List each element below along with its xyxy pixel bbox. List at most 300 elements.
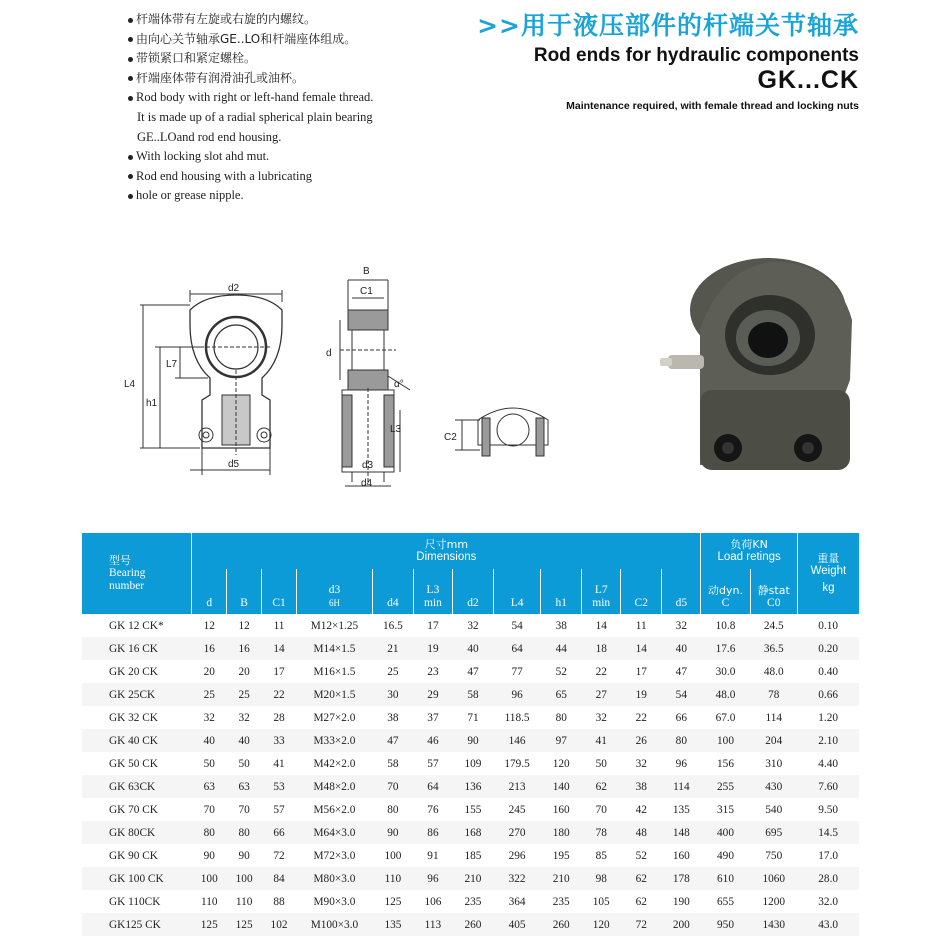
table-row	[82, 913, 859, 936]
table-cell: 160	[672, 849, 690, 862]
table-cell: 750	[765, 849, 783, 862]
table-cell: 50	[238, 757, 250, 770]
table-cell: 28.0	[797, 867, 859, 890]
table-row	[82, 752, 859, 775]
table-cell: 29	[413, 683, 452, 706]
feature-item	[128, 69, 428, 89]
table-cell: 17.0	[818, 849, 839, 862]
table-cell: 30	[372, 683, 413, 706]
col-d3-label: d3	[328, 584, 341, 596]
table-cell: 0.40	[818, 665, 839, 678]
table-cell: 70	[595, 803, 607, 816]
table-cell: 14	[621, 637, 662, 660]
col-stat-cn: 静stat	[757, 584, 790, 597]
table-cell: 22	[262, 683, 297, 706]
rod-end-product-photo	[660, 258, 852, 470]
table-row	[82, 821, 859, 844]
bearing-number-cell: GK 100 CK	[82, 867, 192, 890]
feature-item	[128, 128, 428, 148]
table-cell: 100	[227, 867, 262, 890]
table-cell: 17	[273, 665, 285, 678]
table-cell: 155	[464, 803, 482, 816]
table-cell: 260	[541, 913, 582, 936]
table-cell: 12	[203, 619, 215, 632]
table-cell: 32	[675, 619, 687, 632]
table-cell: 655	[717, 895, 734, 908]
table-cell: 405	[493, 913, 540, 936]
col-B: B	[227, 569, 262, 614]
feature-text: 带锁紧口和紧定螺栓。	[136, 51, 257, 66]
title-english: Rod ends for hydraulic components	[533, 45, 859, 66]
col-d4: d4	[372, 569, 413, 614]
feature-text: 杆端体带有左旋或右旋的内螺纹。	[136, 12, 317, 26]
table-cell: 210	[541, 867, 582, 890]
table-cell: 235	[464, 895, 482, 908]
table-cell: 70	[203, 803, 215, 816]
table-cell: 14	[595, 619, 607, 632]
feature-text: 杆端座体带有润滑油孔或油杯。	[136, 70, 305, 85]
table-cell: 125	[227, 913, 262, 936]
table-cell: 90	[452, 729, 493, 752]
table-cell: 109	[464, 757, 482, 770]
table-cell: 78	[582, 821, 621, 844]
table-cell: 63	[227, 775, 262, 798]
label-B: B	[363, 266, 370, 277]
table-cell: 950	[701, 913, 750, 936]
table-cell: 80	[555, 711, 567, 724]
table-cell: 47	[467, 665, 479, 678]
bullet-dot-icon	[128, 96, 133, 101]
col-C1: C1	[262, 569, 297, 614]
table-cell: 77	[511, 665, 523, 678]
table-cell: 0.10	[818, 619, 839, 632]
feature-item	[128, 186, 428, 206]
table-cell: 110	[235, 895, 253, 908]
table-cell: 50	[203, 757, 215, 770]
table-cell: 98	[582, 867, 621, 890]
table-cell: 14	[262, 637, 297, 660]
table-cell: 38	[621, 775, 662, 798]
bullet-dot-icon	[128, 194, 133, 199]
header-model-cn: 型号	[109, 554, 131, 567]
table-cell: 96	[413, 867, 452, 890]
col-d5: d5	[662, 569, 701, 614]
table-cell: 17.6	[701, 637, 750, 660]
table-cell: 27	[582, 683, 621, 706]
table-cell: M64×3.0	[296, 821, 372, 844]
table-cell: 270	[493, 821, 540, 844]
bearing-number-cell: GK 20 CK	[109, 665, 158, 678]
table-cell: 114	[765, 711, 783, 724]
col-stat: C0	[767, 597, 781, 609]
table-cell: M33×2.0	[296, 729, 372, 752]
table-cell: 21	[372, 637, 413, 660]
table-cell: 96	[493, 683, 540, 706]
table-body	[82, 614, 859, 936]
table-cell: 11	[635, 619, 647, 632]
table-cell: 10.8	[715, 619, 736, 632]
table-cell: 105	[592, 895, 610, 908]
table-cell: 400	[701, 821, 750, 844]
bearing-number-cell: GK125 CK	[82, 913, 192, 936]
table-subheader-row	[82, 569, 859, 614]
col-d: d	[192, 569, 227, 614]
table-cell: 57	[427, 757, 439, 770]
header-load-cn: 负荷KN	[730, 538, 768, 551]
table-cell: 430	[750, 775, 797, 798]
table-cell: 245	[508, 803, 526, 816]
col-d3-sub: 6H	[328, 598, 340, 608]
table-cell: 7.60	[797, 775, 859, 798]
header-dims-cn: 尺寸mm	[424, 538, 469, 551]
table-cell: M90×3.0	[313, 895, 356, 908]
col-h1: h1	[541, 569, 582, 614]
table-cell: M80×3.0	[296, 867, 372, 890]
col-static-load	[750, 569, 797, 614]
table-cell: 38	[387, 711, 399, 724]
col-L3-label: L3	[426, 584, 440, 596]
bearing-number-cell: GK 90 CK	[109, 849, 158, 862]
table-cell: 91	[427, 849, 439, 862]
table-cell: 46	[413, 729, 452, 752]
table-cell: M48×2.0	[296, 775, 372, 798]
table-row	[82, 683, 859, 706]
table-cell: 16.5	[383, 619, 403, 632]
table-cell: 97	[541, 729, 582, 752]
table-row	[82, 729, 859, 752]
header-dimensions	[192, 533, 701, 569]
table-cell: 22	[595, 665, 607, 678]
table-cell: 610	[701, 867, 750, 890]
feature-item	[128, 49, 428, 69]
table-cell: 30.0	[715, 665, 736, 678]
table-cell: 48.0	[763, 665, 784, 678]
table-cell: 120	[582, 913, 621, 936]
table-cell: 53	[262, 775, 297, 798]
table-cell: 17	[635, 665, 647, 678]
table-cell: 88	[273, 895, 285, 908]
feature-item	[128, 88, 428, 108]
table-cell: 84	[262, 867, 297, 890]
table-cell: 14.5	[797, 821, 859, 844]
header-weight	[797, 533, 859, 614]
table-cell: 114	[662, 775, 701, 798]
table-cell: 72	[273, 849, 285, 862]
table-cell: 2.10	[797, 729, 859, 752]
table-cell: 296	[508, 849, 526, 862]
table-cell: 42	[635, 803, 647, 816]
table-cell: M16×1.5	[313, 665, 356, 678]
table-cell: 110	[200, 895, 218, 908]
feature-item	[128, 108, 428, 128]
table-cell: 213	[493, 775, 540, 798]
table-cell: 40	[452, 637, 493, 660]
table-cell: 16	[192, 637, 227, 660]
table-row	[82, 775, 859, 798]
table-cell: 70	[372, 775, 413, 798]
col-dynamic-load	[701, 569, 750, 614]
col-L7	[582, 569, 621, 614]
bullet-dot-icon	[128, 18, 133, 23]
table-cell: 160	[552, 803, 570, 816]
table-cell: 20	[238, 665, 250, 678]
table-cell: 168	[452, 821, 493, 844]
table-cell: 260	[452, 913, 493, 936]
col-d3	[296, 569, 372, 614]
table-cell: 28	[273, 711, 285, 724]
table-cell: M12×1.25	[310, 619, 359, 632]
table-cell: 32	[595, 711, 607, 724]
table-cell: 136	[452, 775, 493, 798]
header-bearing-number	[82, 533, 192, 614]
header-load	[701, 533, 797, 569]
table-cell: 32	[635, 757, 647, 770]
table-cell: 19	[413, 637, 452, 660]
front-view-drawing	[140, 290, 282, 475]
top-view-drawing	[455, 408, 548, 456]
table-cell: 32	[238, 711, 250, 724]
table-cell: 52	[635, 849, 647, 862]
table-cell: 1200	[762, 895, 786, 908]
feature-list	[128, 10, 428, 206]
table-cell: 41	[273, 757, 285, 770]
feature-text: 由向心关节轴承GE..LO和杆端座体组成。	[136, 31, 357, 46]
table-cell: 364	[508, 895, 526, 908]
table-cell: 11	[273, 619, 285, 632]
table-cell: 80	[192, 821, 227, 844]
table-cell: 12	[238, 619, 250, 632]
table-cell: 22	[635, 711, 647, 724]
table-cell: 20	[203, 665, 215, 678]
label-h1: h1	[146, 398, 158, 409]
table-cell: 156	[717, 757, 734, 770]
col-dyn-cn: 动dyn.	[708, 584, 743, 597]
table-cell: 43.0	[797, 913, 859, 936]
label-L3: L3	[390, 424, 402, 435]
table-cell: 200	[662, 913, 701, 936]
table-cell: 71	[467, 711, 479, 724]
table-cell: 96	[675, 757, 687, 770]
label-d3: d3	[362, 460, 374, 471]
table-header-row	[82, 533, 859, 569]
table-cell: 0.66	[797, 683, 859, 706]
table-cell: 41	[582, 729, 621, 752]
table-cell: 100	[192, 867, 227, 890]
table-cell: 90	[372, 821, 413, 844]
table-cell: 90	[238, 849, 250, 862]
bearing-number-cell: GK 70 CK	[109, 803, 158, 816]
table-cell: 62	[621, 867, 662, 890]
table-cell: 310	[765, 757, 783, 770]
bearing-number-cell: GK 50 CK	[109, 757, 158, 770]
table-cell: 19	[621, 683, 662, 706]
table-cell: 38	[555, 619, 567, 632]
table-cell: M72×3.0	[313, 849, 356, 862]
bearing-number-cell: GK 25CK	[82, 683, 192, 706]
table-cell: 140	[541, 775, 582, 798]
bearing-number-cell: GK 12 CK*	[109, 619, 164, 632]
technical-drawings	[0, 250, 945, 510]
table-cell: 185	[464, 849, 482, 862]
table-cell: 100	[701, 729, 750, 752]
table-cell: 146	[493, 729, 540, 752]
bullet-dot-icon	[128, 76, 133, 81]
table-cell: 54	[511, 619, 523, 632]
table-cell: 125	[192, 913, 227, 936]
table-cell: 25	[227, 683, 262, 706]
table-cell: 44	[541, 637, 582, 660]
header-weight-cn: 重量	[817, 552, 840, 565]
header-load-en: Load retings	[717, 551, 781, 563]
table-row	[82, 890, 859, 913]
feature-text: Rod end housing with a lubricating	[136, 168, 313, 183]
table-cell: 322	[493, 867, 540, 890]
table-cell: 100	[384, 849, 402, 862]
table-cell: 25	[387, 665, 399, 678]
table-cell: 120	[552, 757, 570, 770]
bearing-number-cell: GK 32 CK	[109, 711, 158, 724]
table-cell: 1060	[750, 867, 797, 890]
table-cell: M14×1.5	[296, 637, 372, 660]
table-cell: M42×2.0	[313, 757, 356, 770]
table-cell: 52	[555, 665, 567, 678]
table-cell: 76	[427, 803, 439, 816]
table-cell: 48	[621, 821, 662, 844]
table-cell: 210	[452, 867, 493, 890]
table-cell: 67.0	[715, 711, 736, 724]
table-cell: 24.5	[763, 619, 784, 632]
header-dims-en: Dimensions	[416, 551, 477, 563]
col-L7-sub: min	[592, 597, 611, 609]
table-cell: 62	[582, 775, 621, 798]
table-cell: 695	[750, 821, 797, 844]
table-cell: 36.5	[750, 637, 797, 660]
header-weight-unit: kg	[822, 582, 835, 594]
col-L4: L4	[493, 569, 540, 614]
table-cell: 63	[192, 775, 227, 798]
table-cell: 33	[262, 729, 297, 752]
bullet-dot-icon	[128, 174, 133, 179]
table-cell: 86	[413, 821, 452, 844]
table-row	[82, 637, 859, 660]
table-cell: 66	[675, 711, 687, 724]
table-cell: 102	[262, 913, 297, 936]
table-cell: 135	[672, 803, 690, 816]
table-cell: 65	[541, 683, 582, 706]
table-cell: 178	[662, 867, 701, 890]
table-cell: 118.5	[504, 711, 530, 724]
table-cell: 32	[203, 711, 215, 724]
table-cell: 1430	[750, 913, 797, 936]
feature-text: With locking slot ahd mut.	[136, 149, 270, 164]
feature-text: Rod body with right or left-hand female thread.	[136, 90, 374, 105]
table-cell: 125	[384, 895, 402, 908]
table-cell: 54	[662, 683, 701, 706]
table-cell: 85	[595, 849, 607, 862]
table-cell: 255	[701, 775, 750, 798]
label-d2: d2	[228, 283, 240, 294]
col-d2: d2	[452, 569, 493, 614]
table-cell: 90	[203, 849, 215, 862]
table-cell: 72	[621, 913, 662, 936]
table-cell: 37	[427, 711, 439, 724]
header-model-en: Bearing number	[109, 567, 146, 592]
label-d4: d4	[361, 478, 373, 489]
table-cell: 80	[387, 803, 399, 816]
subtitle: Maintenance required, with female thread and locking nuts	[566, 100, 859, 112]
feature-item	[128, 10, 428, 30]
table-cell: 58	[452, 683, 493, 706]
table-cell: M20×1.5	[296, 683, 372, 706]
table-cell: 179.5	[504, 757, 530, 770]
table-cell: 70	[238, 803, 250, 816]
table-cell: 490	[717, 849, 734, 862]
table-cell: 315	[717, 803, 734, 816]
label-L4: L4	[124, 379, 136, 390]
table-cell: 78	[750, 683, 797, 706]
table-cell: 195	[552, 849, 570, 862]
table-cell: M56×2.0	[313, 803, 356, 816]
table-row	[82, 798, 859, 821]
feature-text: GE..LOand rod end housing.	[137, 129, 282, 144]
table-row	[82, 660, 859, 683]
table-cell: 9.50	[818, 803, 839, 816]
table-cell: 16	[227, 637, 262, 660]
table-cell: 80	[227, 821, 262, 844]
table-cell: 4.40	[818, 757, 839, 770]
table-cell: 23	[427, 665, 439, 678]
feature-text: It is made up of a radial spherical plain bearing	[137, 109, 373, 124]
header-weight-en: Weight	[810, 565, 847, 577]
table-cell: 235	[552, 895, 570, 908]
col-dyn: C	[721, 597, 730, 609]
col-L7-label: L7	[594, 584, 608, 596]
bullet-dot-icon	[128, 155, 133, 160]
table-cell: 32.0	[818, 895, 839, 908]
bullet-dot-icon	[128, 37, 133, 42]
table-cell: 40	[227, 729, 262, 752]
table-cell: 113	[413, 913, 452, 936]
bearing-number-cell: GK 110CK	[109, 895, 161, 908]
col-L3	[413, 569, 452, 614]
table-cell: 40	[192, 729, 227, 752]
bearing-number-cell: GK 63CK	[82, 775, 192, 798]
table-row	[82, 844, 859, 867]
spec-table	[82, 533, 859, 936]
label-alpha: α°	[394, 379, 404, 390]
table-cell: M100×3.0	[296, 913, 372, 936]
table-cell: 58	[387, 757, 399, 770]
table-cell: 47	[675, 665, 687, 678]
table-cell: 148	[662, 821, 701, 844]
bearing-number-cell: GK 16 CK	[82, 637, 192, 660]
label-d5: d5	[228, 459, 240, 470]
table-cell: 540	[765, 803, 783, 816]
table-cell: 1.20	[818, 711, 839, 724]
table-cell: 32	[467, 619, 479, 632]
table-row	[82, 706, 859, 729]
table-cell: 26	[621, 729, 662, 752]
table-cell: 64	[493, 637, 540, 660]
table-cell: 47	[372, 729, 413, 752]
col-C2: C2	[621, 569, 662, 614]
label-C1: C1	[360, 286, 373, 297]
table-cell: 110	[372, 867, 413, 890]
table-cell: 48.0	[701, 683, 750, 706]
table-cell: 40	[662, 637, 701, 660]
table-cell: 106	[424, 895, 442, 908]
label-d: d	[326, 348, 332, 359]
